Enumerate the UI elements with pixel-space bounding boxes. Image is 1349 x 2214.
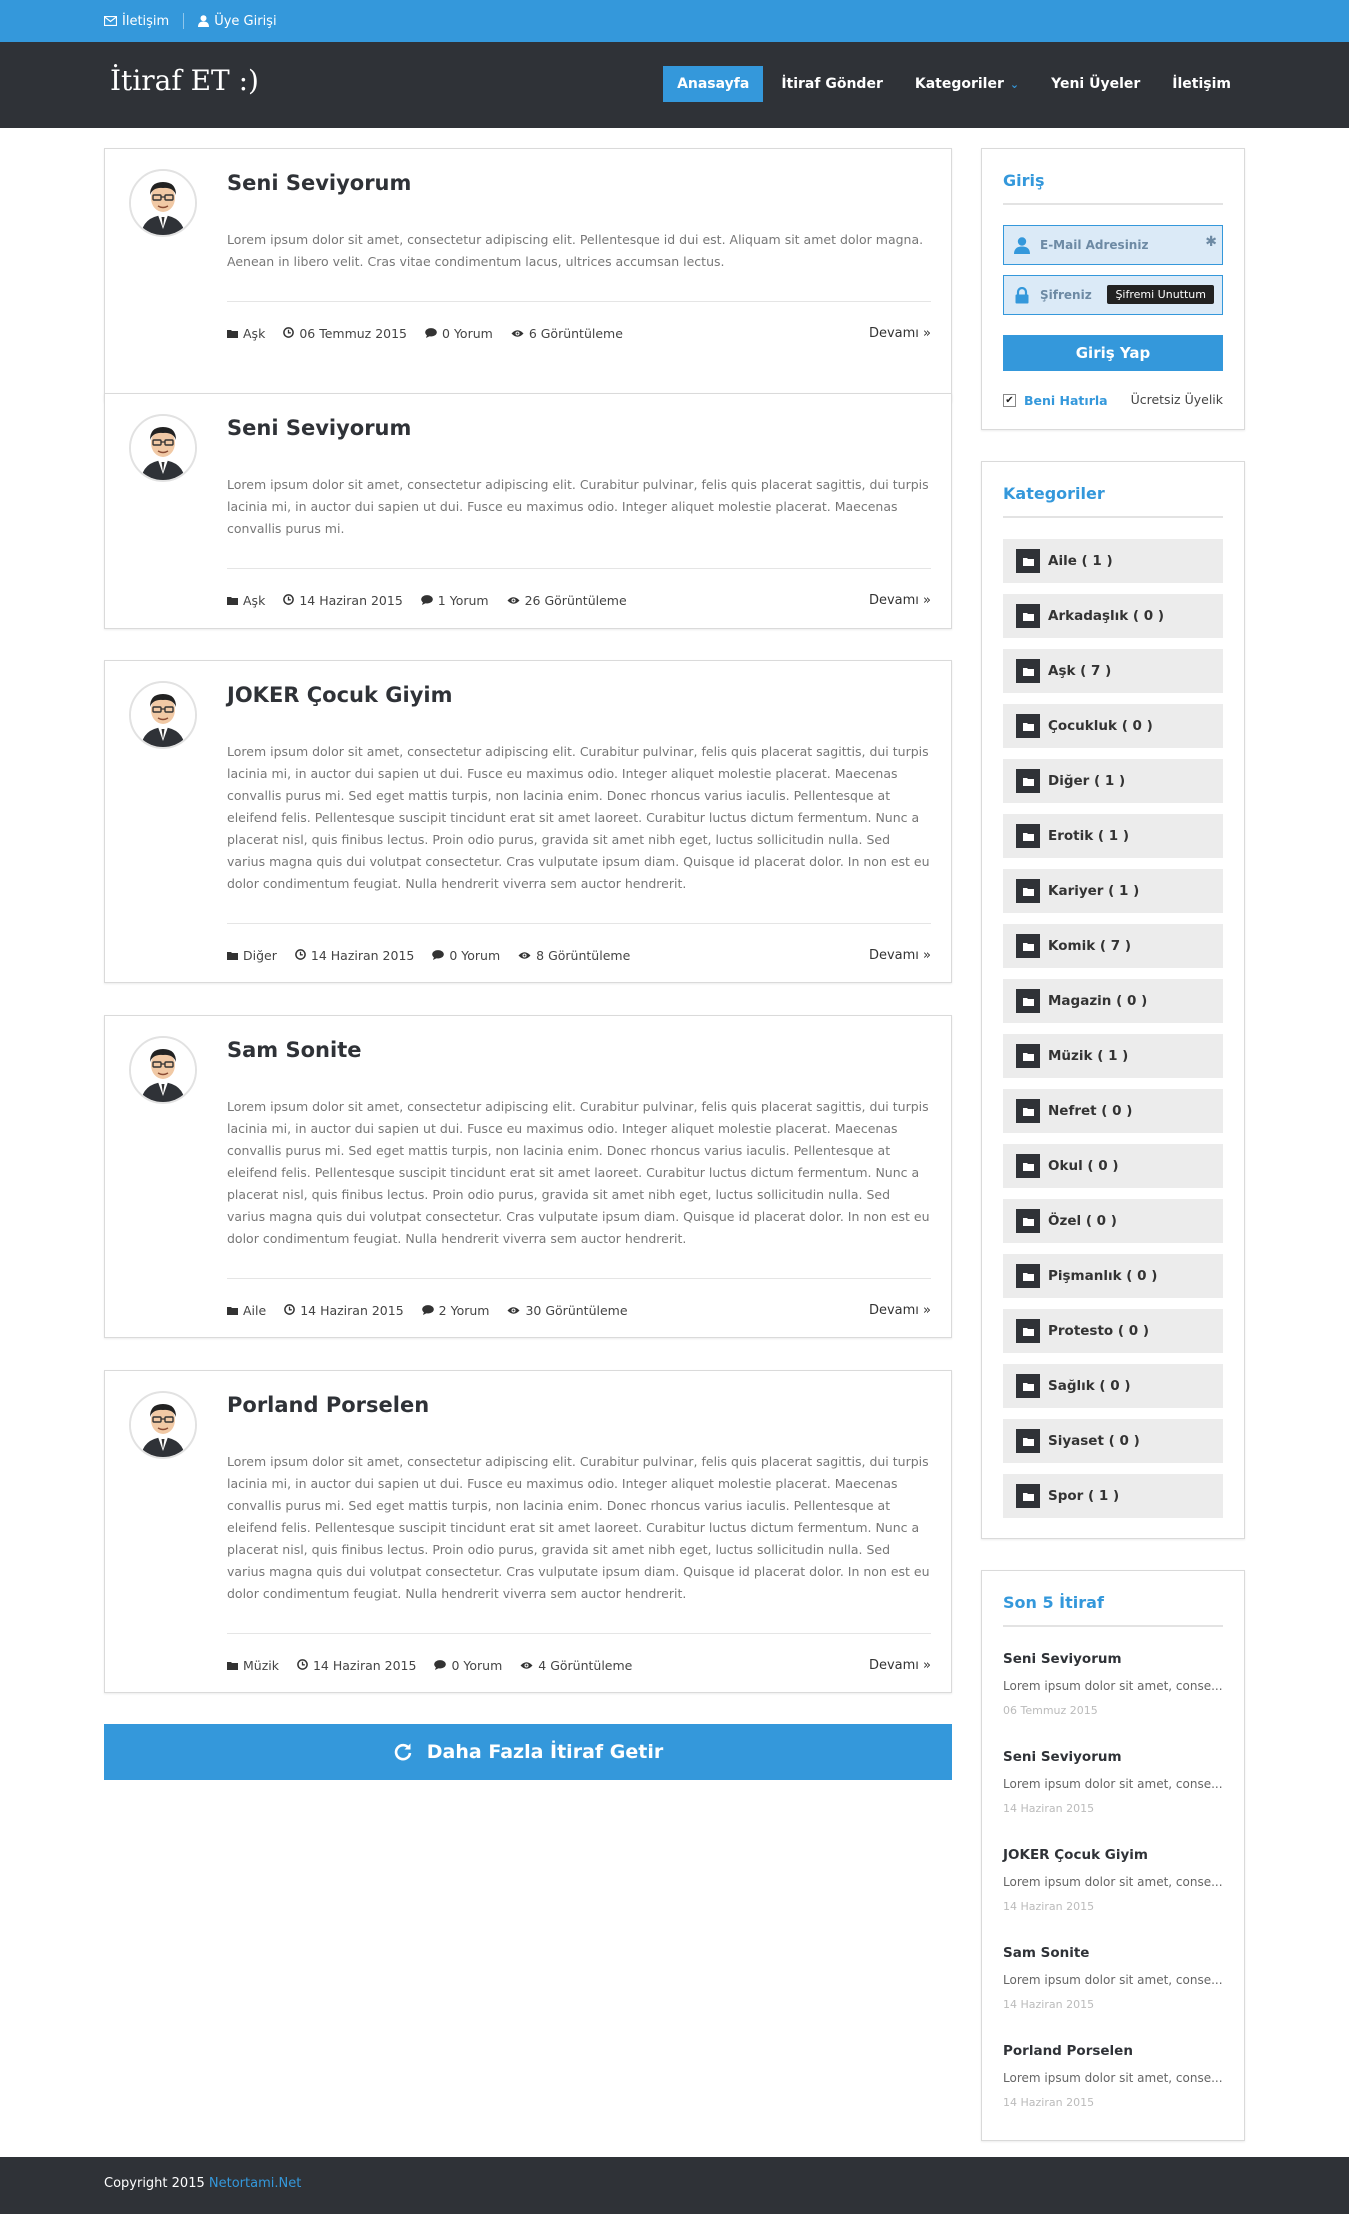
category-label: Siyaset ( 0 ) xyxy=(1048,1433,1140,1449)
clock-icon xyxy=(295,948,306,963)
folder-icon xyxy=(1016,714,1040,738)
post-comments[interactable] xyxy=(425,326,493,341)
folder-icon xyxy=(1016,604,1040,628)
recent-widget-title: Son 5 İtiraf xyxy=(1003,1593,1104,1612)
nav-label: Kategoriler xyxy=(914,76,1004,92)
contact-link[interactable] xyxy=(104,14,169,29)
category-label: Özel ( 0 ) xyxy=(1048,1213,1117,1229)
site-logo[interactable]: İtiraf ET :) xyxy=(110,64,259,97)
post-views xyxy=(507,593,627,608)
password-field[interactable] xyxy=(1003,275,1223,315)
folder-icon xyxy=(1016,1099,1040,1123)
category-item[interactable] xyxy=(1003,1309,1223,1353)
category-label: Spor ( 1 ) xyxy=(1048,1488,1120,1504)
folder-icon xyxy=(1016,1374,1040,1398)
read-more-link[interactable] xyxy=(869,326,931,341)
post-date xyxy=(295,948,414,963)
nav-label: İtiraf Gönder xyxy=(781,76,883,92)
post-meta xyxy=(227,323,931,343)
free-register-link[interactable]: Ücretsiz Üyelik xyxy=(1130,392,1223,407)
member-login-label: Üye Girişi xyxy=(214,13,277,29)
category-item[interactable] xyxy=(1003,1089,1223,1133)
categories-widget-title: Kategoriler xyxy=(1003,484,1105,503)
category-item[interactable] xyxy=(1003,924,1223,968)
category-label: Çocukluk ( 0 ) xyxy=(1048,718,1153,734)
folder-icon xyxy=(227,948,238,963)
recent-item[interactable] xyxy=(1003,1847,1223,1913)
post-comments[interactable] xyxy=(434,1658,502,1673)
recent-date: 14 Haziran 2015 xyxy=(1003,2096,1095,2109)
post-views xyxy=(518,948,630,963)
read-more-label: Devamı xyxy=(868,1657,919,1673)
post-category-label: Aşk xyxy=(243,592,266,608)
folder-icon xyxy=(227,1658,238,1673)
clock-icon xyxy=(297,1658,308,1673)
category-label: Okul ( 0 ) xyxy=(1048,1158,1119,1174)
post-excerpt: Lorem ipsum dolor sit amet, consectetur adipiscing elit. Pellentesque id dui est. Aliquam sit amet dolor magna. Aenean in libero velit. Cras vitae condimentum lacus, ultrices accumsan lectus. xyxy=(227,232,924,269)
avatar xyxy=(129,681,197,749)
post-date-label: 06 Temmuz 2015 xyxy=(299,325,408,341)
category-label: Aşk ( 7 ) xyxy=(1048,663,1112,679)
post-card xyxy=(104,393,952,629)
recent-item[interactable] xyxy=(1003,2043,1223,2109)
category-item[interactable] xyxy=(1003,1254,1223,1298)
password-placeholder: Şifreniz xyxy=(1040,288,1092,302)
post-comments-label: 0 Yorum xyxy=(449,947,501,963)
comment-icon xyxy=(422,1303,434,1318)
email-field[interactable] xyxy=(1003,225,1223,265)
post-meta xyxy=(227,945,931,965)
recent-excerpt: Lorem ipsum dolor sit amet, conse... xyxy=(1003,1973,1223,1987)
login-button[interactable]: Giriş Yap xyxy=(1003,335,1223,371)
category-label: Müzik ( 1 ) xyxy=(1048,1048,1129,1064)
required-asterisk: ✱ xyxy=(1205,234,1217,250)
post-date-label: 14 Haziran 2015 xyxy=(310,947,415,963)
post-category-label: Diğer xyxy=(243,947,277,963)
folder-icon xyxy=(1016,1429,1040,1453)
post-category[interactable] xyxy=(227,1658,279,1673)
post-title[interactable]: Seni Seviyorum xyxy=(227,171,412,195)
post-divider xyxy=(227,568,931,569)
category-item[interactable] xyxy=(1003,1419,1223,1463)
nav-item-categories[interactable] xyxy=(901,66,1033,102)
post-comments[interactable] xyxy=(421,593,489,608)
category-item[interactable] xyxy=(1003,979,1223,1023)
post-divider xyxy=(227,1633,931,1634)
post-views xyxy=(507,1303,627,1318)
post-excerpt: Lorem ipsum dolor sit amet, consectetur adipiscing elit. Curabitur pulvinar, felis quis placerat sagittis, dui turpis lacinia mi, in auctor dui sapien ut dui. Fusce eu maximus odio. Integer aliquet molestie placerat. Maecenas convallis purus mi. Sed eget mattis turpis, non lacinia enim. Donec rhoncus varius iaculis. Pellentesque at eleifend felis. Pellentesque suscipit tincidunt erat sit amet laoreet. Curabitur luctus dictum fermentum. Nunc a placerat nisl, quis finibus lectus. Proin odio purus, gravida sit amet nibh eget, luctus sollicitudin nulla. Sed varius magna quis dui volutpat consectetur. Cras vulputate ipsum diam. Quisque id placerat dolor. In non est eu dolor condimentum feugiat. Nulla hendrerit viverra sem auctor hendrerit. xyxy=(227,1099,930,1246)
comment-icon xyxy=(434,1658,446,1673)
post-views-label: 30 Görüntüleme xyxy=(525,1302,628,1318)
double-chevron-right-icon: » xyxy=(923,1302,931,1318)
read-more-link[interactable] xyxy=(869,948,931,963)
folder-icon xyxy=(1016,1044,1040,1068)
recent-item[interactable] xyxy=(1003,1651,1223,1717)
recent-date: 14 Haziran 2015 xyxy=(1003,1900,1095,1913)
post-comments-label: 0 Yorum xyxy=(442,325,493,341)
copyright-text: Copyright 2015 xyxy=(104,2176,205,2191)
category-label: Komik ( 7 ) xyxy=(1048,938,1132,954)
post-date xyxy=(284,1303,403,1318)
category-label: Nefret ( 0 ) xyxy=(1048,1103,1133,1119)
post-views-label: 26 Görüntüleme xyxy=(524,592,627,608)
recent-title[interactable]: Porland Porselen xyxy=(1003,2043,1133,2059)
post-card xyxy=(104,660,952,983)
folder-icon xyxy=(1016,1154,1040,1178)
post-category[interactable] xyxy=(227,948,277,963)
comment-icon xyxy=(421,593,433,608)
post-date-label: 14 Haziran 2015 xyxy=(299,592,403,608)
category-item[interactable] xyxy=(1003,759,1223,803)
post-category-label: Aile xyxy=(243,1302,267,1318)
post-divider xyxy=(227,923,931,924)
category-label: Arkadaşlık ( 0 ) xyxy=(1048,608,1165,624)
widget-divider xyxy=(1003,203,1223,205)
post-date xyxy=(297,1658,416,1673)
category-label: Aile ( 1 ) xyxy=(1048,553,1113,569)
load-more-label: Daha Fazla İtiraf Getir xyxy=(426,1741,664,1763)
category-item[interactable] xyxy=(1003,1144,1223,1188)
post-meta xyxy=(227,1655,931,1675)
post-divider xyxy=(227,1278,931,1279)
folder-icon xyxy=(1016,1484,1040,1508)
read-more-label: Devamı xyxy=(868,592,919,608)
avatar xyxy=(129,414,197,482)
category-label: Sağlık ( 0 ) xyxy=(1048,1378,1131,1394)
category-label: Diğer ( 1 ) xyxy=(1048,773,1126,789)
recent-date: 14 Haziran 2015 xyxy=(1003,1998,1095,2011)
post-category-label: Aşk xyxy=(243,325,266,341)
post-views-label: 8 Görüntüleme xyxy=(536,947,631,963)
login-widget xyxy=(981,148,1245,430)
load-more-button[interactable] xyxy=(104,1724,952,1780)
category-label: Erotik ( 1 ) xyxy=(1048,828,1130,844)
category-item[interactable] xyxy=(1003,814,1223,858)
double-chevron-right-icon: » xyxy=(923,1657,931,1673)
post-excerpt: Lorem ipsum dolor sit amet, consectetur adipiscing elit. Curabitur pulvinar, felis quis placerat sagittis, dui turpis lacinia mi, in auctor dui sapien ut dui. Fusce eu maximus odio. Integer aliquet molestie placerat. Maecenas convallis purus mi. Sed eget mattis turpis, non lacinia enim. Donec rhoncus varius iaculis. Pellentesque at eleifend felis. Pellentesque suscipit tincidunt erat sit amet laoreet. Curabitur luctus dictum fermentum. Nunc a placerat nisl, quis finibus lectus. Proin odio purus, gravida sit amet nibh eget, luctus sollicitudin nulla. Sed varius magna quis dui volutpat consectetur. Cras vulputate ipsum diam. Quisque id placerat dolor. In non est eu dolor condimentum feugiat. Nulla hendrerit viverra sem auctor hendrerit. xyxy=(227,1454,930,1601)
read-more-link[interactable] xyxy=(869,1658,931,1673)
read-more-link[interactable] xyxy=(869,593,931,608)
post-card xyxy=(104,148,952,402)
comment-icon xyxy=(425,326,437,341)
read-more-label: Devamı xyxy=(868,947,919,963)
double-chevron-right-icon: » xyxy=(923,947,931,963)
recent-title[interactable]: Sam Sonite xyxy=(1003,1945,1090,1961)
widget-divider xyxy=(1003,516,1223,518)
folder-icon xyxy=(1016,1319,1040,1343)
top-bar xyxy=(0,0,1349,42)
post-comments[interactable] xyxy=(432,948,500,963)
post-date xyxy=(283,593,402,608)
eye-icon xyxy=(507,593,520,608)
post-title[interactable]: Sam Sonite xyxy=(227,1038,362,1062)
nav-label: Anasayfa xyxy=(677,76,750,92)
category-item[interactable] xyxy=(1003,539,1223,583)
post-category-label: Müzik xyxy=(243,1657,279,1673)
eye-icon xyxy=(507,1303,520,1318)
post-category[interactable] xyxy=(227,326,265,341)
post-title[interactable]: JOKER Çocuk Giyim xyxy=(227,683,453,707)
category-item[interactable] xyxy=(1003,1034,1223,1078)
remember-label: Beni Hatırla xyxy=(1024,393,1108,408)
folder-icon xyxy=(1016,879,1040,903)
recent-excerpt: Lorem ipsum dolor sit amet, conse... xyxy=(1003,1777,1223,1791)
double-chevron-right-icon: » xyxy=(923,592,931,608)
forgot-password-tooltip[interactable]: Şifremi Unuttum xyxy=(1107,285,1214,304)
eye-icon xyxy=(520,1658,533,1673)
refresh-icon xyxy=(393,1742,413,1762)
nav-label: Yeni Üyeler xyxy=(1051,76,1141,92)
contact-label: İletişim xyxy=(122,13,170,29)
recent-title[interactable]: Seni Seviyorum xyxy=(1003,1651,1122,1667)
read-more-label: Devamı xyxy=(868,1302,919,1318)
envelope-icon xyxy=(104,16,117,26)
folder-icon xyxy=(1016,769,1040,793)
avatar xyxy=(129,169,197,237)
nav-label: İletişim xyxy=(1172,76,1231,92)
user-icon xyxy=(1004,237,1040,254)
post-card xyxy=(104,1370,952,1693)
post-views xyxy=(511,326,623,341)
recent-item[interactable] xyxy=(1003,1945,1223,2011)
post-category[interactable] xyxy=(227,593,265,608)
site-header xyxy=(0,42,1349,128)
recent-excerpt: Lorem ipsum dolor sit amet, conse... xyxy=(1003,1875,1223,1889)
user-icon xyxy=(198,15,209,27)
folder-icon xyxy=(227,593,238,608)
post-views-label: 4 Görüntüleme xyxy=(538,1657,633,1673)
post-category[interactable] xyxy=(227,1303,266,1318)
post-card xyxy=(104,1015,952,1338)
category-label: Protesto ( 0 ) xyxy=(1048,1323,1150,1339)
post-divider xyxy=(227,301,931,302)
category-item[interactable] xyxy=(1003,1474,1223,1518)
double-chevron-right-icon: » xyxy=(923,325,931,341)
recent-item[interactable] xyxy=(1003,1749,1223,1815)
clock-icon xyxy=(283,593,294,608)
category-item[interactable] xyxy=(1003,594,1223,638)
recent-excerpt: Lorem ipsum dolor sit amet, conse... xyxy=(1003,2071,1223,2085)
folder-icon xyxy=(1016,934,1040,958)
avatar xyxy=(129,1391,197,1459)
folder-icon xyxy=(1016,1264,1040,1288)
post-views-label: 6 Görüntüleme xyxy=(528,325,623,341)
folder-icon xyxy=(227,326,238,341)
eye-icon xyxy=(511,326,524,341)
folder-icon xyxy=(1016,824,1040,848)
site-footer xyxy=(0,2157,1349,2214)
read-more-link[interactable] xyxy=(869,1303,931,1318)
eye-icon xyxy=(518,948,531,963)
recent-title[interactable]: JOKER Çocuk Giyim xyxy=(1003,1847,1148,1863)
recent-date: 14 Haziran 2015 xyxy=(1003,1802,1095,1815)
topbar-separator xyxy=(183,13,184,29)
category-item[interactable] xyxy=(1003,704,1223,748)
categories-widget xyxy=(981,461,1245,1539)
post-comments-label: 2 Yorum xyxy=(438,1302,490,1318)
nav-item-home[interactable] xyxy=(663,66,763,102)
folder-icon xyxy=(1016,1209,1040,1233)
post-date xyxy=(283,326,407,341)
comment-icon xyxy=(432,948,444,963)
footer-site-link[interactable]: Netortami.Net xyxy=(208,2176,302,2191)
nav-item-contact[interactable] xyxy=(1158,66,1245,102)
post-title[interactable]: Seni Seviyorum xyxy=(227,416,412,440)
post-meta xyxy=(227,1300,931,1320)
category-label: Magazin ( 0 ) xyxy=(1048,993,1148,1009)
avatar xyxy=(129,1036,197,1104)
recent-confessions-widget xyxy=(981,1570,1245,2141)
post-comments[interactable] xyxy=(422,1303,490,1318)
category-label: Kariyer ( 1 ) xyxy=(1048,883,1140,899)
read-more-label: Devamı xyxy=(868,325,919,341)
remember-checkbox[interactable]: ✔ xyxy=(1003,394,1016,407)
nav-item-submit-confession[interactable] xyxy=(767,66,897,102)
nav-item-new-members[interactable] xyxy=(1037,66,1154,102)
category-item[interactable] xyxy=(1003,1199,1223,1243)
remember-me[interactable] xyxy=(1003,393,1108,408)
chevron-down-icon: ⌄ xyxy=(1009,77,1020,91)
category-label: Pişmanlık ( 0 ) xyxy=(1048,1268,1158,1284)
folder-icon xyxy=(1016,659,1040,683)
post-views xyxy=(520,1658,632,1673)
member-login-link[interactable] xyxy=(198,14,276,29)
category-item[interactable] xyxy=(1003,1364,1223,1408)
post-date-label: 14 Haziran 2015 xyxy=(300,1302,404,1318)
footer-copyright xyxy=(104,2176,301,2191)
main-nav xyxy=(663,66,1245,102)
folder-icon xyxy=(1016,989,1040,1013)
category-item[interactable] xyxy=(1003,649,1223,693)
category-item[interactable] xyxy=(1003,869,1223,913)
post-date-label: 14 Haziran 2015 xyxy=(312,1657,417,1673)
recent-excerpt: Lorem ipsum dolor sit amet, conse... xyxy=(1003,1679,1223,1693)
post-comments-label: 0 Yorum xyxy=(451,1657,503,1673)
clock-icon xyxy=(283,326,294,341)
recent-title[interactable]: Seni Seviyorum xyxy=(1003,1749,1122,1765)
post-title[interactable]: Porland Porselen xyxy=(227,1393,430,1417)
login-widget-title: Giriş xyxy=(1003,171,1045,190)
post-meta xyxy=(227,590,931,610)
folder-icon xyxy=(227,1303,238,1318)
widget-divider xyxy=(1003,1625,1223,1627)
clock-icon xyxy=(284,1303,295,1318)
lock-icon xyxy=(1004,287,1040,304)
post-excerpt: Lorem ipsum dolor sit amet, consectetur adipiscing elit. Curabitur pulvinar, felis quis placerat sagittis, dui turpis lacinia mi, in auctor dui sapien ut dui. Fusce eu maximus odio. Integer aliquet molestie placerat. Maecenas convallis purus mi. xyxy=(227,477,929,536)
recent-date: 06 Temmuz 2015 xyxy=(1003,1704,1098,1717)
email-placeholder: E-Mail Adresiniz xyxy=(1040,238,1149,252)
post-comments-label: 1 Yorum xyxy=(437,592,489,608)
folder-icon xyxy=(1016,549,1040,573)
post-excerpt: Lorem ipsum dolor sit amet, consectetur adipiscing elit. Curabitur pulvinar, felis quis placerat sagittis, dui turpis lacinia mi, in auctor dui sapien ut dui. Fusce eu maximus odio. Integer aliquet molestie placerat. Maecenas convallis purus mi. Sed eget mattis turpis, non lacinia enim. Donec rhoncus varius iaculis. Pellentesque at eleifend felis. Pellentesque suscipit tincidunt erat sit amet laoreet. Curabitur luctus dictum fermentum. Nunc a placerat nisl, quis finibus lectus. Proin odio purus, gravida sit amet nibh eget, luctus sollicitudin nulla. Sed varius magna quis dui volutpat consectetur. Cras vulputate ipsum diam. Quisque id placerat dolor. In non est eu dolor condimentum feugiat. Nulla hendrerit viverra sem auctor hendrerit. xyxy=(227,744,930,891)
